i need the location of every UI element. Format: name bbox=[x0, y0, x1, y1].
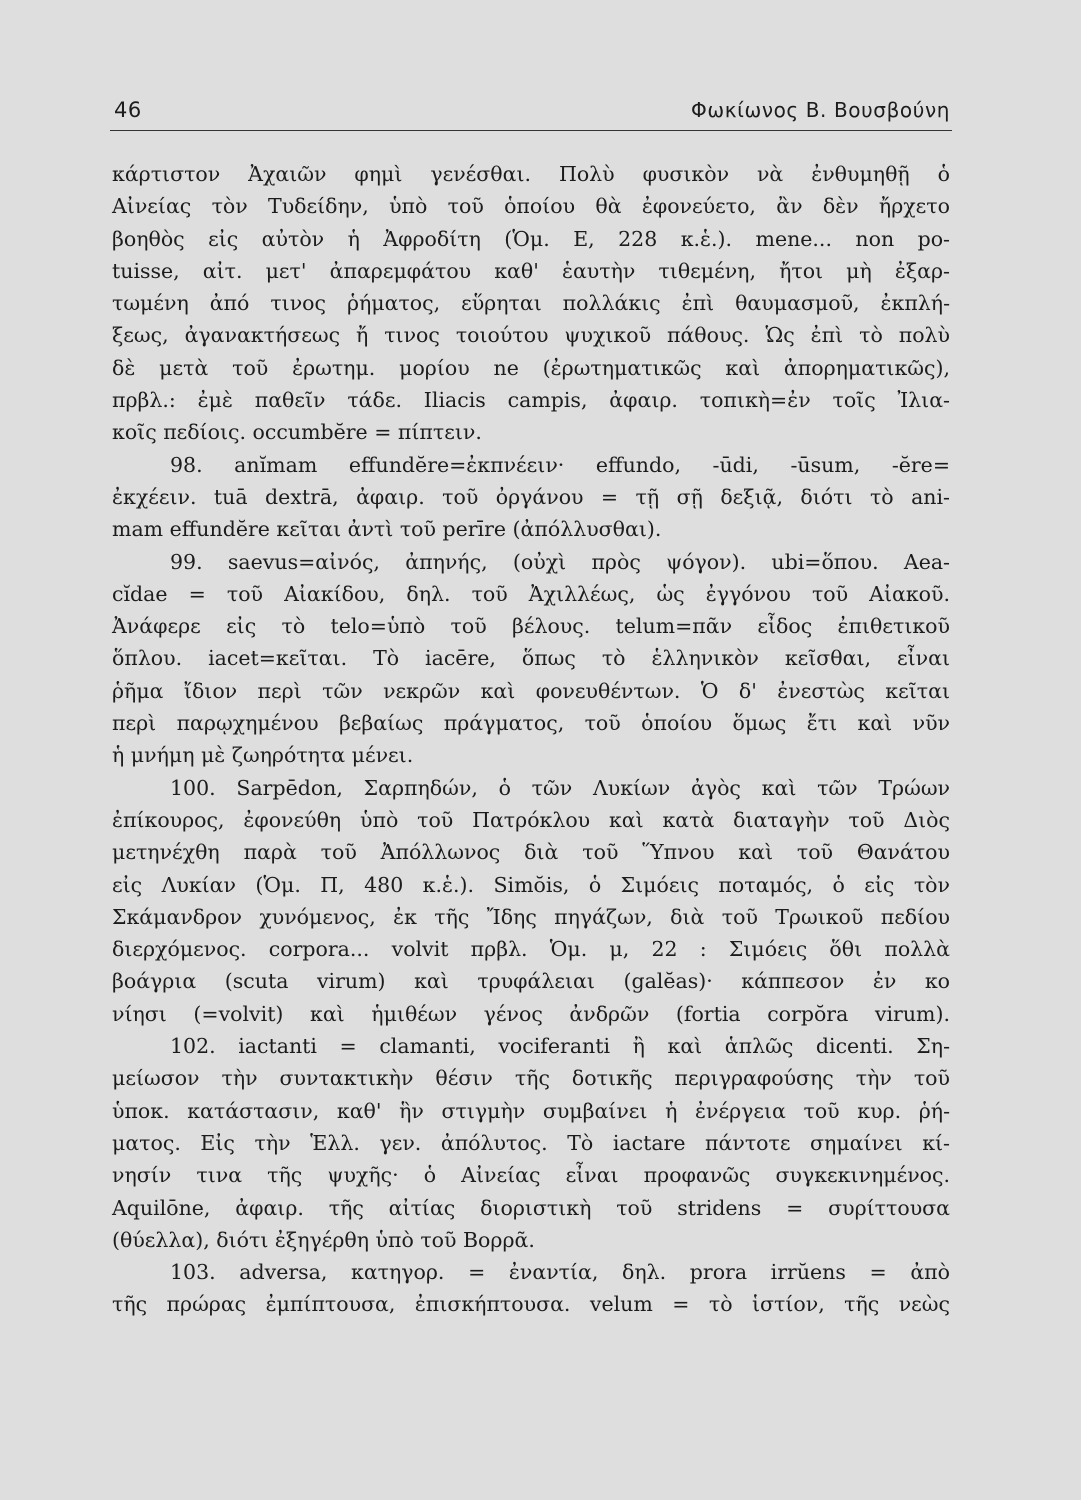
text-line: 100. Sarpēdon, Σαρπηδών, ὁ τῶν Λυκίων ἀγὸς καὶ τῶν Τρώων bbox=[170, 775, 950, 800]
text-line: δὲ μετὰ τοῦ ἐρωτημ. μορίου ne (ἐρωτηματικῶς καὶ ἀπορηματικῶς), bbox=[112, 355, 950, 380]
text-line: 103. adversa, κατηγορ. = ἐναντία, δηλ. prora irrŭens = ἀπὸ bbox=[170, 1260, 950, 1285]
text-line: ὑποκ. κατάστασιν, καθ' ἣν στιγμὴν συμβαίνει ἡ ἐνέργεια τοῦ κυρ. ῥή- bbox=[112, 1098, 950, 1123]
text-line: Αἰνείας τὸν Τυδείδην, ὑπὸ τοῦ ὁποίου θὰ ἐφονεύετο, ἂν δὲν ἤρχετο bbox=[112, 194, 950, 219]
text-line: μετηνέχθη παρὰ τοῦ Ἀπόλλωνος διὰ τοῦ Ὕπνου καὶ τοῦ Θανάτου bbox=[112, 840, 950, 865]
text-line: cĭdae = τοῦ Αἰακίδου, δηλ. τοῦ Ἀχιλλέως, ὡς ἐγγόνου τοῦ Αἰακοῦ. bbox=[112, 581, 950, 606]
text-line: ῥῆμα ἴδιον περὶ τῶν νεκρῶν καὶ φονευθέντων. Ὁ δ' ἐνεστὼς κεῖται bbox=[112, 678, 950, 703]
text-line: ἐκχέειν. tuā dextrā, ἀφαιρ. τοῦ ὀργάνου = τῇ σῇ δεξιᾷ, διότι τὸ ani- bbox=[112, 484, 950, 509]
text-line: Σκάμανδρον χυνόμενος, ἐκ τῆς Ἴδης πηγάζων, διὰ τοῦ Τρωικοῦ πεδίου bbox=[112, 904, 950, 929]
text-line: mam effundĕre κεῖται ἀντὶ τοῦ perīre (ἀπόλλυσθαι). bbox=[112, 517, 662, 542]
text-line: νησίν τινα τῆς ψυχῆς· ὁ Αἰνείας εἶναι προφανῶς συγκεκινημένος. bbox=[112, 1163, 950, 1188]
text-line: Aquilōne, ἀφαιρ. τῆς αἰτίας διοριστικὴ τοῦ stridens = συρίττουσα bbox=[112, 1195, 950, 1220]
text-line: βοηθὸς εἰς αὐτὸν ἡ Ἀφροδίτη (Ὁμ. Ε, 228 κ.ἑ.). mene... non po- bbox=[112, 226, 950, 251]
text-line: διερχόμενος. corpora... volvit πρβλ. Ὁμ. μ, 22 : Σιμόεις ὅθι πολλὰ bbox=[112, 937, 950, 962]
text-line: 99. saevus=αἰνός, ἀπηνής, (οὐχὶ πρὸς ψόγον). ubi=ὅπου. Aea- bbox=[170, 549, 950, 574]
text-line: ματος. Εἰς τὴν Ἑλλ. γεν. ἀπόλυτος. Τὸ iactare πάντοτε σημαίνει κί- bbox=[112, 1130, 950, 1155]
commentary-text bbox=[112, 158, 950, 1321]
text-line: μείωσον τὴν συντακτικὴν θέσιν τῆς δοτικῆς περιγραφούσης τὴν τοῦ bbox=[112, 1066, 950, 1091]
text-line: tuisse, αἰτ. μετ' ἀπαρεμφάτου καθ' ἑαυτὴν τιθεμένη, ἤτοι μὴ ἐξαρ- bbox=[112, 258, 950, 283]
text-line: 102. iactanti = clamanti, vociferanti ἢ καὶ ἁπλῶς dicenti. Ση- bbox=[170, 1034, 950, 1059]
text-line: ὅπλου. iacet=κεῖται. Τὸ iacēre, ὅπως τὸ ἑλληνικὸν κεῖσθαι, εἶναι bbox=[112, 646, 950, 671]
text-line: κάρτιστον Ἀχαιῶν φημὶ γενέσθαι. Πολὺ φυσικὸν νὰ ἐνθυμηθῇ ὁ bbox=[112, 162, 950, 186]
text-line: 98. anĭmam effundĕre=ἐκπνέειν· effundo, -ūdi, -ūsum, -ĕre= bbox=[170, 452, 950, 477]
text-line: νίησι (=volvit) καὶ ἡμιθέων γένος ἀνδρῶν (fortia corpŏra virum). bbox=[112, 1001, 950, 1026]
text-line: εἰς Λυκίαν (Ὁμ. Π, 480 κ.ἑ.). Simŏis, ὁ Σιμόεις ποταμός, ὁ εἰς τὸν bbox=[112, 872, 950, 897]
text-line: περὶ παρῳχημένου βεβαίως πράγματος, τοῦ ὁποίου ὅμως ἔτι καὶ νῦν bbox=[112, 711, 950, 736]
text-line: ἐπίκουρος, ἐφονεύθη ὑπὸ τοῦ Πατρόκλου καὶ κατὰ διαταγὴν τοῦ Διὸς bbox=[112, 807, 950, 832]
page-number: 46 bbox=[114, 98, 142, 122]
text-line: τῆς πρώρας ἐμπίπτουσα, ἐπισκήπτουσα. velum = τὸ ἱστίον, τῆς νεὼς bbox=[112, 1292, 950, 1317]
text-line: κοῖς πεδίοις. occumbĕre = πίπτειν. bbox=[112, 420, 482, 445]
text-line: πρβλ.: ἐμὲ παθεῖν τάδε. Iliacis campis, ἀφαιρ. τοπικὴ=ἐν τοῖς Ἰλια- bbox=[112, 388, 950, 413]
page-header bbox=[110, 96, 952, 131]
text-line: ἡ μνήμη μὲ ζωηρότητα μένει. bbox=[112, 743, 414, 768]
running-head: Φωκίωνος Β. Βουσβούνη bbox=[691, 98, 950, 122]
text-line: βοάγρια (scuta virum) καὶ τρυφάλειαι (galĕas)· κάππεσον ἐν κο bbox=[112, 969, 950, 994]
text-line: Ἀνάφερε εἰς τὸ telo=ὑπὸ τοῦ βέλους. telum=πᾶν εἶδος ἐπιθετικοῦ bbox=[112, 614, 950, 639]
text-line: τωμένη ἀπό τινος ῥήματος, εὕρηται πολλάκις ἐπὶ θαυμασμοῦ, ἐκπλή- bbox=[112, 291, 950, 316]
text-line: ξεως, ἀγανακτήσεως ἤ τινος τοιούτου ψυχικοῦ πάθους. Ὡς ἐπὶ τὸ πολὺ bbox=[112, 323, 950, 348]
text-line: (θύελλα), διότι ἐξηγέρθη ὑπὸ τοῦ Βορρᾶ. bbox=[112, 1227, 535, 1252]
